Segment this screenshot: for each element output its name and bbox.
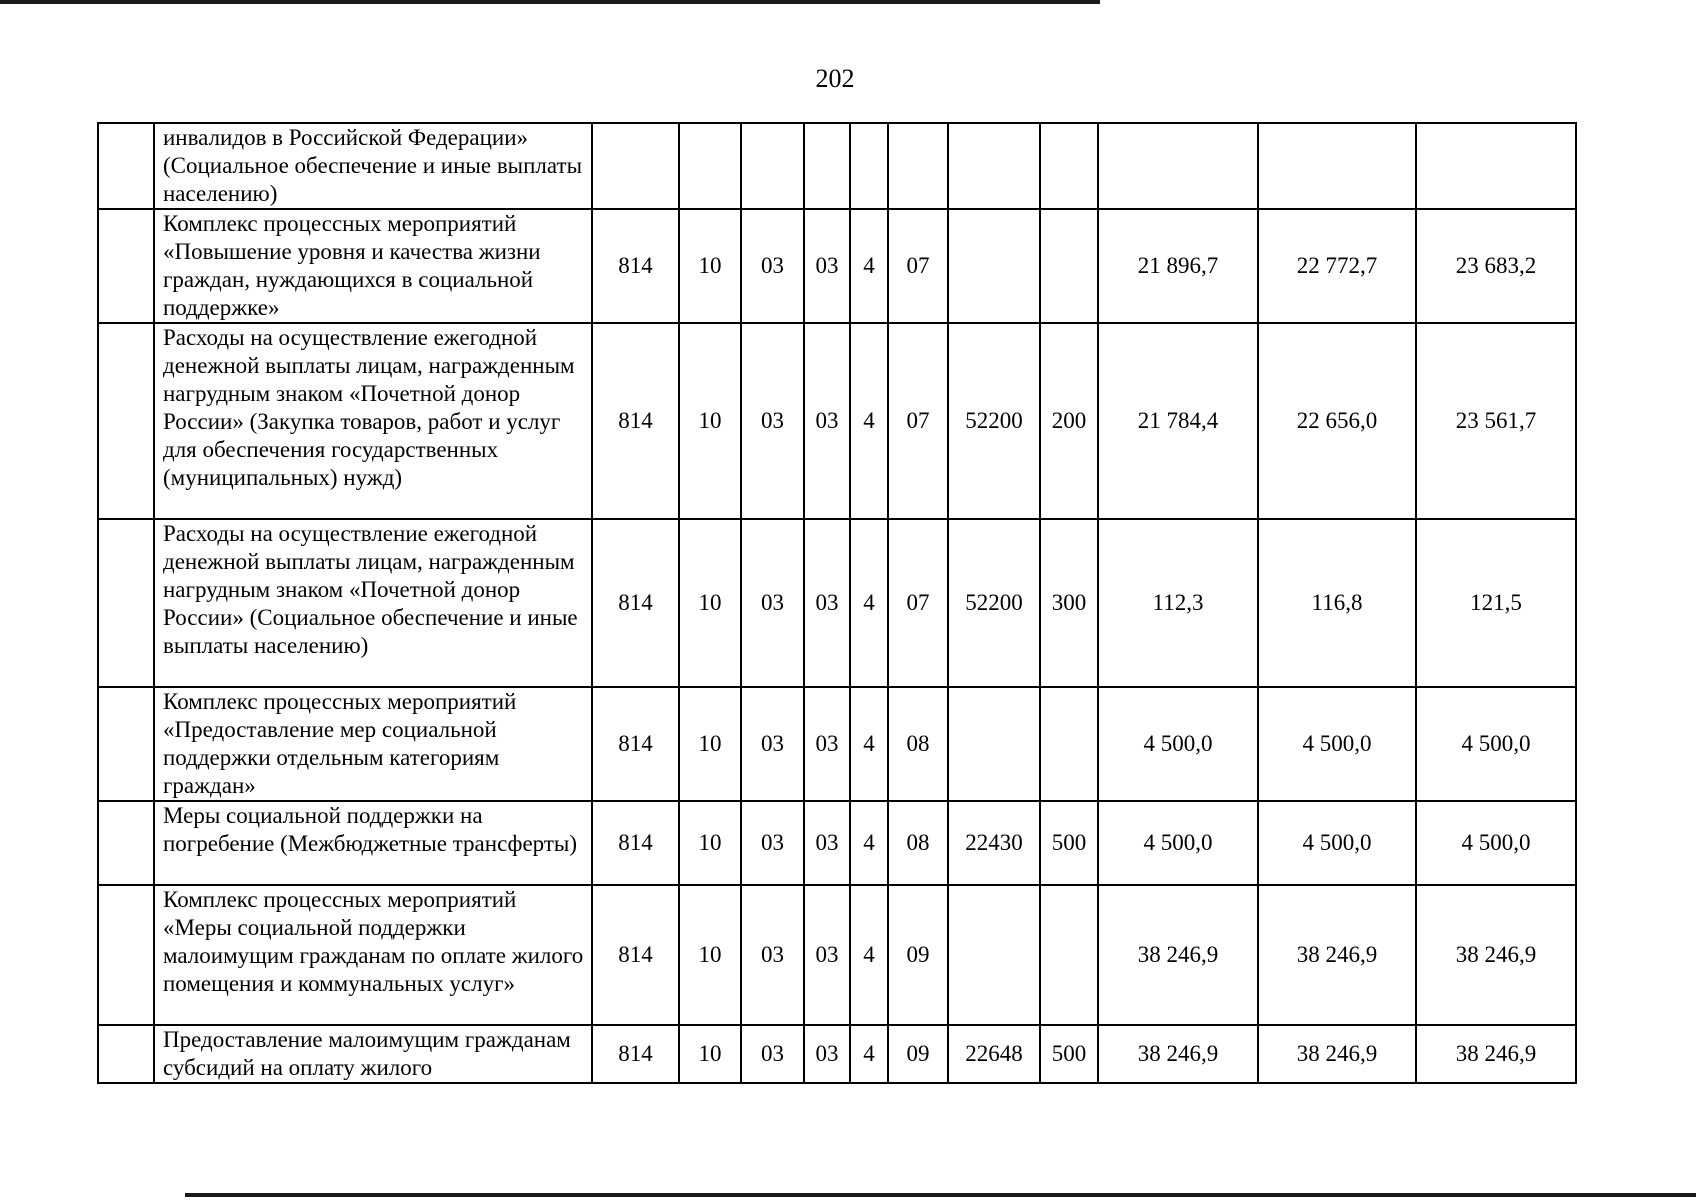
code-cell: 300 xyxy=(1040,519,1098,687)
table-row xyxy=(98,885,1576,1025)
table-row xyxy=(98,687,1576,801)
row-marker-cell xyxy=(98,519,154,687)
code-cell: 814 xyxy=(592,209,679,323)
amount-cell: 38 246,9 xyxy=(1258,885,1416,1025)
code-cell: 814 xyxy=(592,801,679,885)
amount-cell: 21 784,4 xyxy=(1098,323,1258,519)
row-marker-cell xyxy=(98,323,154,519)
amount-cell: 116,8 xyxy=(1258,519,1416,687)
code-cell: 03 xyxy=(804,519,850,687)
code-cell: 814 xyxy=(592,519,679,687)
description-cell: инвалидов в Российской Федерации» (Социальное обеспечение и иные выплаты населению) xyxy=(154,123,592,209)
row-marker-cell xyxy=(98,123,154,209)
code-cell: 22648 xyxy=(948,1025,1040,1083)
table-row xyxy=(98,123,1576,209)
code-cell: 09 xyxy=(888,1025,948,1083)
code-cell: 52200 xyxy=(948,519,1040,687)
description-cell: Комплекс процессных мероприятий «Предоставление мер социальной поддержки отдельным категориям граждан» xyxy=(154,687,592,801)
code-cell xyxy=(850,123,888,209)
amount-cell: 4 500,0 xyxy=(1098,687,1258,801)
description-cell: Расходы на осуществление ежегодной денежной выплаты лицам, награжденным нагрудным знаком «Почетной донор России» (Социальное обеспечение и иные выплаты населению) xyxy=(154,519,592,687)
code-cell: 03 xyxy=(741,209,804,323)
code-cell xyxy=(741,123,804,209)
code-cell: 10 xyxy=(679,1025,741,1083)
code-cell: 4 xyxy=(850,885,888,1025)
code-cell: 09 xyxy=(888,885,948,1025)
code-cell: 500 xyxy=(1040,801,1098,885)
description-cell: Предоставление малоимущим гражданам субсидий на оплату жилого xyxy=(154,1025,592,1083)
code-cell xyxy=(592,123,679,209)
code-cell xyxy=(1040,885,1098,1025)
code-cell: 03 xyxy=(804,885,850,1025)
code-cell xyxy=(948,885,1040,1025)
amount-cell xyxy=(1098,123,1258,209)
code-cell: 08 xyxy=(888,801,948,885)
amount-cell: 23 683,2 xyxy=(1416,209,1576,323)
row-marker-cell xyxy=(98,1025,154,1083)
code-cell: 03 xyxy=(804,323,850,519)
code-cell: 03 xyxy=(741,1025,804,1083)
table-row xyxy=(98,519,1576,687)
scan-edge-bottom xyxy=(185,1193,1696,1197)
code-cell: 4 xyxy=(850,801,888,885)
code-cell xyxy=(804,123,850,209)
code-cell: 10 xyxy=(679,209,741,323)
code-cell: 4 xyxy=(850,323,888,519)
amount-cell: 112,3 xyxy=(1098,519,1258,687)
description-cell: Комплекс процессных мероприятий «Меры социальной поддержки малоимущим гражданам по оплате жилого помещения и коммунальных услуг» xyxy=(154,885,592,1025)
code-cell: 07 xyxy=(888,519,948,687)
code-cell xyxy=(888,123,948,209)
row-marker-cell xyxy=(98,687,154,801)
code-cell: 03 xyxy=(741,519,804,687)
code-cell: 4 xyxy=(850,209,888,323)
code-cell: 03 xyxy=(741,885,804,1025)
amount-cell xyxy=(1258,123,1416,209)
code-cell: 03 xyxy=(741,323,804,519)
code-cell: 4 xyxy=(850,1025,888,1083)
row-marker-cell xyxy=(98,885,154,1025)
code-cell: 03 xyxy=(804,687,850,801)
code-cell xyxy=(1040,209,1098,323)
code-cell: 814 xyxy=(592,885,679,1025)
description-cell: Расходы на осуществление ежегодной денежной выплаты лицам, награжденным нагрудным знаком «Почетной донор России» (Закупка товаров, работ и услуг для обеспечения государственных (муниципальных) нужд) xyxy=(154,323,592,519)
code-cell: 4 xyxy=(850,687,888,801)
code-cell: 07 xyxy=(888,323,948,519)
code-cell: 52200 xyxy=(948,323,1040,519)
code-cell xyxy=(1040,123,1098,209)
code-cell xyxy=(948,209,1040,323)
row-marker-cell xyxy=(98,209,154,323)
code-cell: 03 xyxy=(804,209,850,323)
amount-cell: 21 896,7 xyxy=(1098,209,1258,323)
table-row xyxy=(98,801,1576,885)
code-cell xyxy=(948,123,1040,209)
amount-cell: 4 500,0 xyxy=(1416,801,1576,885)
code-cell: 10 xyxy=(679,801,741,885)
amount-cell: 4 500,0 xyxy=(1258,687,1416,801)
code-cell: 08 xyxy=(888,687,948,801)
code-cell: 200 xyxy=(1040,323,1098,519)
amount-cell: 121,5 xyxy=(1416,519,1576,687)
scan-edge-top xyxy=(0,0,1100,4)
description-cell: Комплекс процессных мероприятий «Повышение уровня и качества жизни граждан, нуждающихся в социальной поддержке» xyxy=(154,209,592,323)
code-cell: 10 xyxy=(679,885,741,1025)
row-marker-cell xyxy=(98,801,154,885)
amount-cell: 23 561,7 xyxy=(1416,323,1576,519)
code-cell xyxy=(948,687,1040,801)
amount-cell: 22 656,0 xyxy=(1258,323,1416,519)
budget-table xyxy=(97,122,1577,1084)
amount-cell: 38 246,9 xyxy=(1258,1025,1416,1083)
code-cell: 03 xyxy=(804,1025,850,1083)
amount-cell: 38 246,9 xyxy=(1098,885,1258,1025)
code-cell xyxy=(679,123,741,209)
code-cell: 814 xyxy=(592,1025,679,1083)
code-cell: 10 xyxy=(679,687,741,801)
code-cell: 03 xyxy=(741,801,804,885)
code-cell: 814 xyxy=(592,323,679,519)
code-cell: 22430 xyxy=(948,801,1040,885)
amount-cell: 4 500,0 xyxy=(1098,801,1258,885)
amount-cell: 38 246,9 xyxy=(1416,1025,1576,1083)
table-row xyxy=(98,1025,1576,1083)
page-number: 202 xyxy=(815,64,855,93)
code-cell: 814 xyxy=(592,687,679,801)
amount-cell: 22 772,7 xyxy=(1258,209,1416,323)
code-cell: 07 xyxy=(888,209,948,323)
code-cell: 10 xyxy=(679,519,741,687)
table-row xyxy=(98,323,1576,519)
amount-cell: 38 246,9 xyxy=(1416,885,1576,1025)
amount-cell: 4 500,0 xyxy=(1416,687,1576,801)
code-cell: 500 xyxy=(1040,1025,1098,1083)
code-cell: 10 xyxy=(679,323,741,519)
amount-cell xyxy=(1416,123,1576,209)
amount-cell: 4 500,0 xyxy=(1258,801,1416,885)
code-cell xyxy=(1040,687,1098,801)
code-cell: 03 xyxy=(741,687,804,801)
code-cell: 4 xyxy=(850,519,888,687)
table-row xyxy=(98,209,1576,323)
amount-cell: 38 246,9 xyxy=(1098,1025,1258,1083)
code-cell: 03 xyxy=(804,801,850,885)
description-cell: Меры социальной поддержки на погребение (Межбюджетные трансферты) xyxy=(154,801,592,885)
